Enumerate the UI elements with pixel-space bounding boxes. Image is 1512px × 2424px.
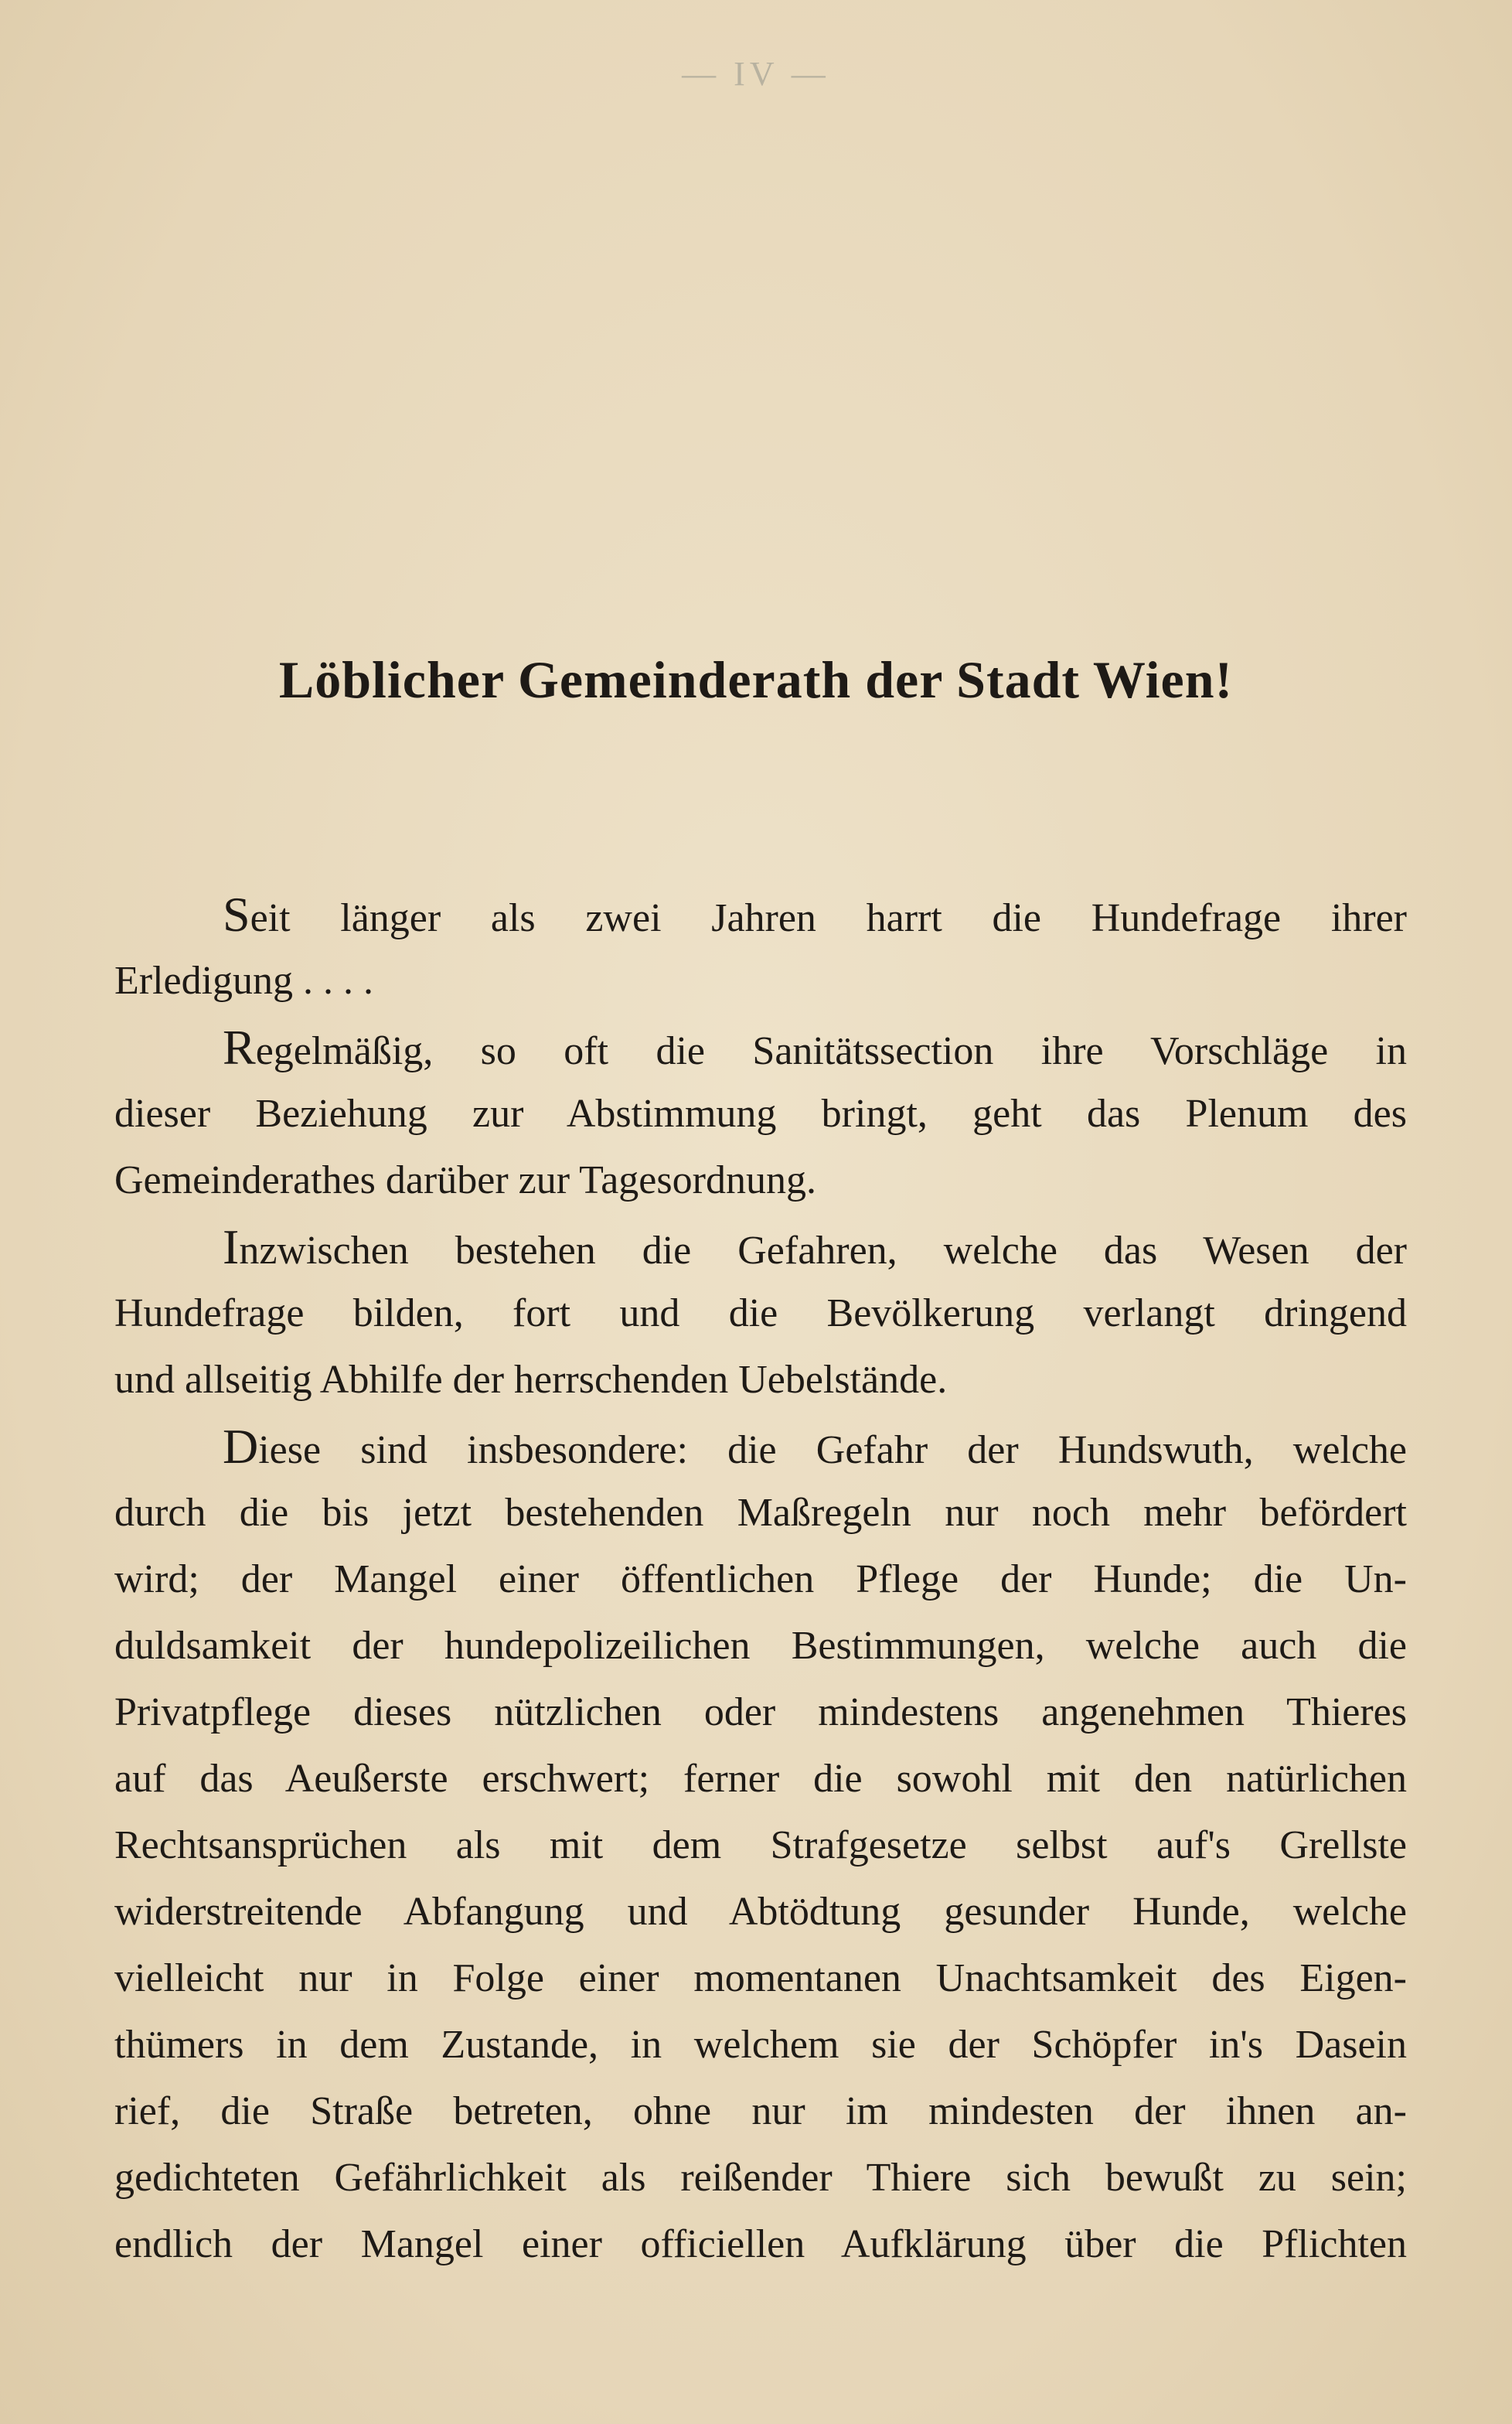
text-line: Inzwischen bestehen die Gefahren, welche das Wesen der [223,1219,1407,1274]
text-line: auf das Aeußerste erschwert; ferner die sowohl mit den natürlichen [114,1757,1407,1801]
page-title: Löblicher Gemeinderath der Stadt Wien! [278,650,1234,709]
paragraph [114,881,1407,1014]
text-line: Hundefrage bilden, fort und die Bevölkerung verlangt dringend [114,1291,1407,1335]
text-line: rief, die Straße betreten, ohne nur im mindesten der ihnen an- [114,2089,1407,2133]
text-line: gedichteten Gefährlichkeit als reißender Thiere sich bewußt zu sein; [114,2156,1407,2200]
text-line: Gemeinderathes darüber zur Tagesordnung. [114,1158,816,1202]
paragraph [114,1014,1407,1214]
page-number: — IV — [682,55,830,93]
paragraph [114,1214,1407,1413]
text-line: Seit länger als zwei Jahren harrt die Hundefrage ihrer [223,887,1407,942]
text-line: Erledigung . . . . [114,959,374,1003]
text-line: duldsamkeit der hundepolizeilichen Bestimmungen, welche auch die [114,1624,1407,1668]
text-line: thümers in dem Zustande, in welchem sie der Schöpfer in's Dasein [114,2023,1407,2067]
text-line: Rechtsansprüchen als mit dem Strafgesetze selbst auf's Grellste [114,1823,1407,1867]
text-line: und allseitig Abhilfe der herrschenden Uebelstände. [114,1358,948,1402]
text-line: durch die bis jetzt bestehenden Maßregeln nur noch mehr befördert [114,1491,1407,1535]
text-line: Diese sind insbesondere: die Gefahr der Hundswuth, welche [223,1419,1407,1474]
text-line: Regelmäßig, so oft die Sanitätssection ihre Vorschläge in [223,1020,1407,1075]
text-line: dieser Beziehung zur Abstimmung bringt, geht das Plenum des [114,1092,1407,1136]
text-line: widerstreitende Abfangung und Abtödtung gesunder Hunde, welche [114,1890,1407,1934]
text-line: Privatpflege dieses nützlichen oder mindestens angenehmen Thieres [114,1690,1407,1734]
text-line: wird; der Mangel einer öffentlichen Pflege der Hunde; die Un- [114,1557,1407,1601]
body-text [114,881,1407,2278]
paragraph [114,1413,1407,2278]
text-line: endlich der Mangel einer officiellen Aufklärung über die Pflichten [114,2222,1407,2266]
text-line: vielleicht nur in Folge einer momentanen Unachtsamkeit des Eigen- [114,1956,1407,2000]
